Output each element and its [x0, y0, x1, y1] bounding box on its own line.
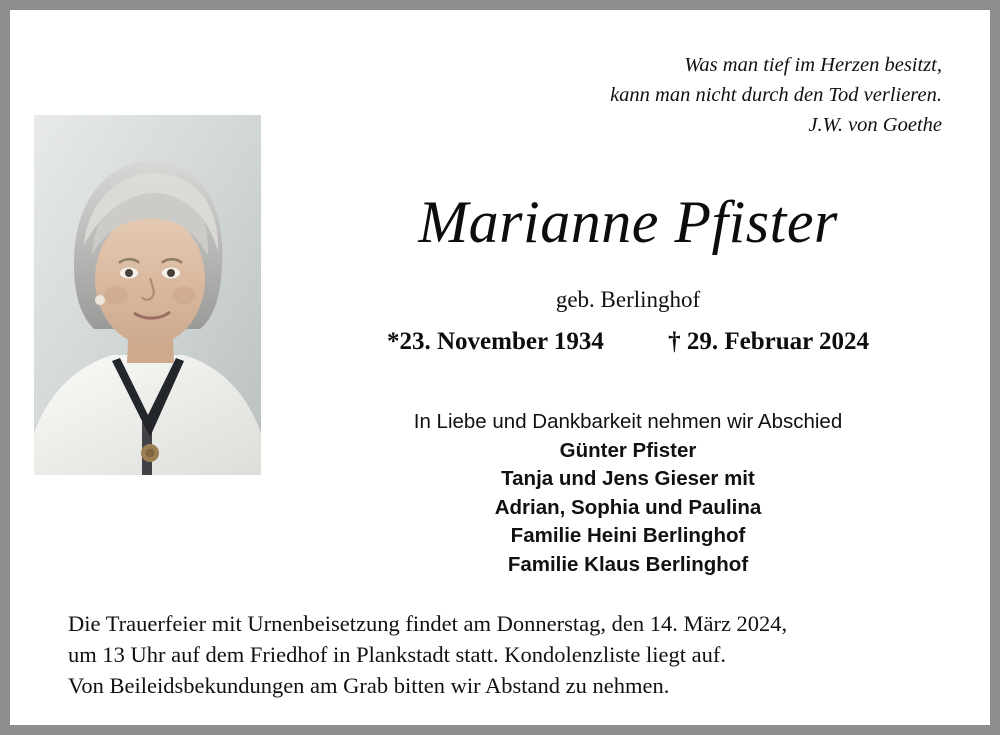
quote-line-2: kann man nicht durch den Tod verlieren.: [610, 84, 942, 106]
birth-date: *23. November 1934: [386, 328, 604, 355]
family-member: Familie Klaus Berlinghof: [507, 552, 749, 576]
family-member: Tanja und Jens Gieser mit: [501, 467, 755, 491]
service-line-2: um 13 Uhr auf dem Friedhof in Plankstadt statt. Kondolenzliste liegt auf.: [68, 642, 727, 667]
family-member: Adrian, Sophia und Paulina: [494, 495, 762, 519]
portrait-photo: [34, 115, 261, 475]
life-dates: [278, 328, 978, 356]
family-block: [278, 408, 978, 580]
service-details: [68, 608, 948, 701]
maiden-name: geb. Berlinghof: [555, 287, 701, 312]
quote-attribution: J.W. von Goethe: [808, 114, 942, 136]
death-date: † 29. Februar 2024: [668, 328, 870, 355]
family-member: Günter Pfister: [559, 438, 697, 462]
obituary-card: [10, 10, 990, 725]
service-line-1: Die Trauerfeier mit Urnenbeisetzung findet am Donnerstag, den 14. März 2024,: [68, 611, 788, 636]
quote-line-1: Was man tief im Herzen besitzt,: [684, 54, 942, 76]
family-intro: In Liebe und Dankbarkeit nehmen wir Abschied: [413, 410, 843, 433]
family-member: Familie Heini Berlinghof: [510, 524, 746, 548]
service-line-3: Von Beileidsbekundungen am Grab bitten wir Abstand zu nehmen.: [68, 673, 670, 698]
deceased-name: Marianne Pfister: [418, 189, 838, 255]
quote-block: [610, 50, 942, 140]
portrait-illustration: [34, 115, 261, 475]
